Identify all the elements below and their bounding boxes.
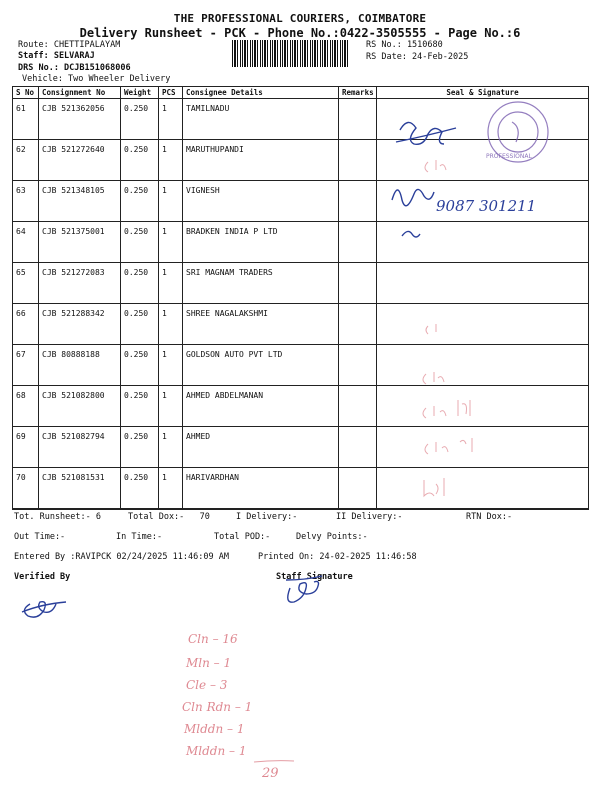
verified-signature — [22, 602, 66, 617]
cell-weight: 0.250 — [121, 181, 159, 222]
col-remarks: Remarks — [339, 87, 377, 99]
route-label: Route: CHETTIPALAYAM — [18, 40, 121, 50]
staff-signature-label: Staff Signature — [276, 572, 353, 582]
cell-consignment: CJB 521082794 — [39, 427, 121, 468]
cell-pcs: 1 — [159, 99, 183, 140]
cell-sno: 69 — [13, 427, 39, 468]
cell-pcs: 1 — [159, 427, 183, 468]
cell-weight: 0.250 — [121, 304, 159, 345]
cell-consignee: VIGNESH — [183, 181, 339, 222]
printed-on: Printed On: 24-02-2025 11:46:58 — [258, 552, 417, 562]
col-pcs: PCS — [159, 87, 183, 99]
cell-consignee: AHMED ABDELMANAN — [183, 386, 339, 427]
staff-signature-mark — [286, 576, 322, 602]
tally-label: Mlddn — [184, 722, 224, 736]
cell-sno: 64 — [13, 222, 39, 263]
tally-count: 16 — [222, 632, 238, 646]
rtn-dox: RTN Dox:- — [466, 512, 513, 522]
tally-count: 1 — [236, 722, 245, 736]
total-pod: Total POD:- — [214, 532, 271, 542]
tally-line: Cle – 3 — [186, 678, 228, 692]
cell-sno: 70 — [13, 468, 39, 509]
stamp-text: PROFESSIONAL — [486, 153, 532, 160]
runsheet-subtitle: Delivery Runsheet - PCK - Phone No.:0422-3505555 - Page No.:6 — [79, 26, 521, 40]
verified-by: Verified By — [14, 572, 71, 582]
tally-line: Cln Rdn – 1 — [182, 700, 253, 714]
tally-label: Cle — [186, 678, 207, 692]
cell-consignee: BRADKEN INDIA P LTD — [183, 222, 339, 263]
tally-label: Cln — [188, 632, 209, 646]
cell-consignee: MARUTHUPANDI — [183, 140, 339, 181]
tally-line: Mlddn – 1 — [184, 722, 245, 736]
cell-consignment: CJB 80888188 — [39, 345, 121, 386]
out-time: Out Time:- — [14, 532, 66, 542]
cell-pcs: 1 — [159, 263, 183, 304]
vehicle-label: Vehicle: Two Wheeler Delivery — [22, 74, 171, 84]
cell-sno: 62 — [13, 140, 39, 181]
cell-sno: 65 — [13, 263, 39, 304]
drs-label: DRS No.: DCJB151068006 — [18, 63, 131, 73]
col-weight: Weight — [121, 87, 159, 99]
in-time: In Time:- — [116, 532, 163, 542]
entered-by: Entered By :RAVIPCK 02/24/2025 11:46:09 AM — [14, 552, 229, 562]
tally-underline — [254, 761, 294, 762]
cell-consignee: TAMILNADU — [183, 99, 339, 140]
cell-sno: 67 — [13, 345, 39, 386]
rs-no: RS No.: 1510680 — [366, 40, 443, 50]
tally-count: 1 — [223, 656, 232, 670]
cell-consignee: SRI MAGNAM TRADERS — [183, 263, 339, 304]
staff-label: Staff: SELVARAJ — [18, 51, 95, 61]
cell-weight: 0.250 — [121, 468, 159, 509]
col-sno: S No — [13, 87, 39, 99]
cell-consignee: AHMED — [183, 427, 339, 468]
cell-pcs: 1 — [159, 386, 183, 427]
cell-consignee: SHREE NAGALAKSHMI — [183, 304, 339, 345]
cell-pcs: 1 — [159, 181, 183, 222]
cell-pcs: 1 — [159, 304, 183, 345]
tally-label: Mln — [186, 656, 210, 670]
col-seal-signature: Seal & Signature — [377, 87, 589, 99]
cell-weight: 0.250 — [121, 99, 159, 140]
cell-weight: 0.250 — [121, 222, 159, 263]
cell-weight: 0.250 — [121, 345, 159, 386]
cell-sno: 61 — [13, 99, 39, 140]
tally-total: 29 — [262, 766, 279, 781]
tally-count: 3 — [219, 678, 228, 692]
cell-weight: 0.250 — [121, 140, 159, 181]
i-delivery: I Delivery:- — [236, 512, 298, 522]
cell-consignment: CJB 521362056 — [39, 99, 121, 140]
col-consignment: Consignment No — [39, 87, 121, 99]
tally-line: Mlddn – 1 — [186, 744, 247, 758]
phone-note: 9087 301211 — [436, 197, 537, 215]
tally-line: Cln – 16 — [188, 632, 238, 646]
cell-weight: 0.250 — [121, 427, 159, 468]
cell-weight: 0.250 — [121, 386, 159, 427]
tally-label: Mlddn — [186, 744, 226, 758]
cell-consignment: CJB 521375001 — [39, 222, 121, 263]
tally-label: Cln Rdn — [182, 700, 232, 714]
signature-mark — [396, 122, 456, 144]
cell-consignment: CJB 521272640 — [39, 140, 121, 181]
cell-consignment: CJB 521272083 — [39, 263, 121, 304]
cell-sno: 68 — [13, 386, 39, 427]
cell-pcs: 1 — [159, 468, 183, 509]
cell-consignment: CJB 521348105 — [39, 181, 121, 222]
cell-consignment: CJB 521082800 — [39, 386, 121, 427]
cell-consignment: CJB 521288342 — [39, 304, 121, 345]
signature-mark — [392, 189, 434, 237]
cell-pcs: 1 — [159, 140, 183, 181]
cell-sno: 63 — [13, 181, 39, 222]
tally-count: 1 — [238, 744, 247, 758]
delvy-points: Delvy Points:- — [296, 532, 368, 542]
total-runsheet: Tot. Runsheet:- 6 — [14, 512, 101, 522]
ii-delivery: II Delivery:- — [336, 512, 403, 522]
cell-consignee: HARIVARDHAN — [183, 468, 339, 509]
cell-weight: 0.250 — [121, 263, 159, 304]
rs-date: RS Date: 24-Feb-2025 — [366, 52, 469, 62]
total-dox: Total Dox:- 70 — [128, 512, 210, 522]
cell-consignee: GOLDSON AUTO PVT LTD — [183, 345, 339, 386]
cell-consignment: CJB 521081531 — [39, 468, 121, 509]
company-title: THE PROFESSIONAL COURIERS, COIMBATORE — [173, 12, 427, 25]
col-consignee: Consignee Details — [183, 87, 339, 99]
tally-line: Mln – 1 — [186, 656, 232, 670]
cell-sno: 66 — [13, 304, 39, 345]
cell-pcs: 1 — [159, 222, 183, 263]
tally-count: 1 — [244, 700, 253, 714]
cell-pcs: 1 — [159, 345, 183, 386]
